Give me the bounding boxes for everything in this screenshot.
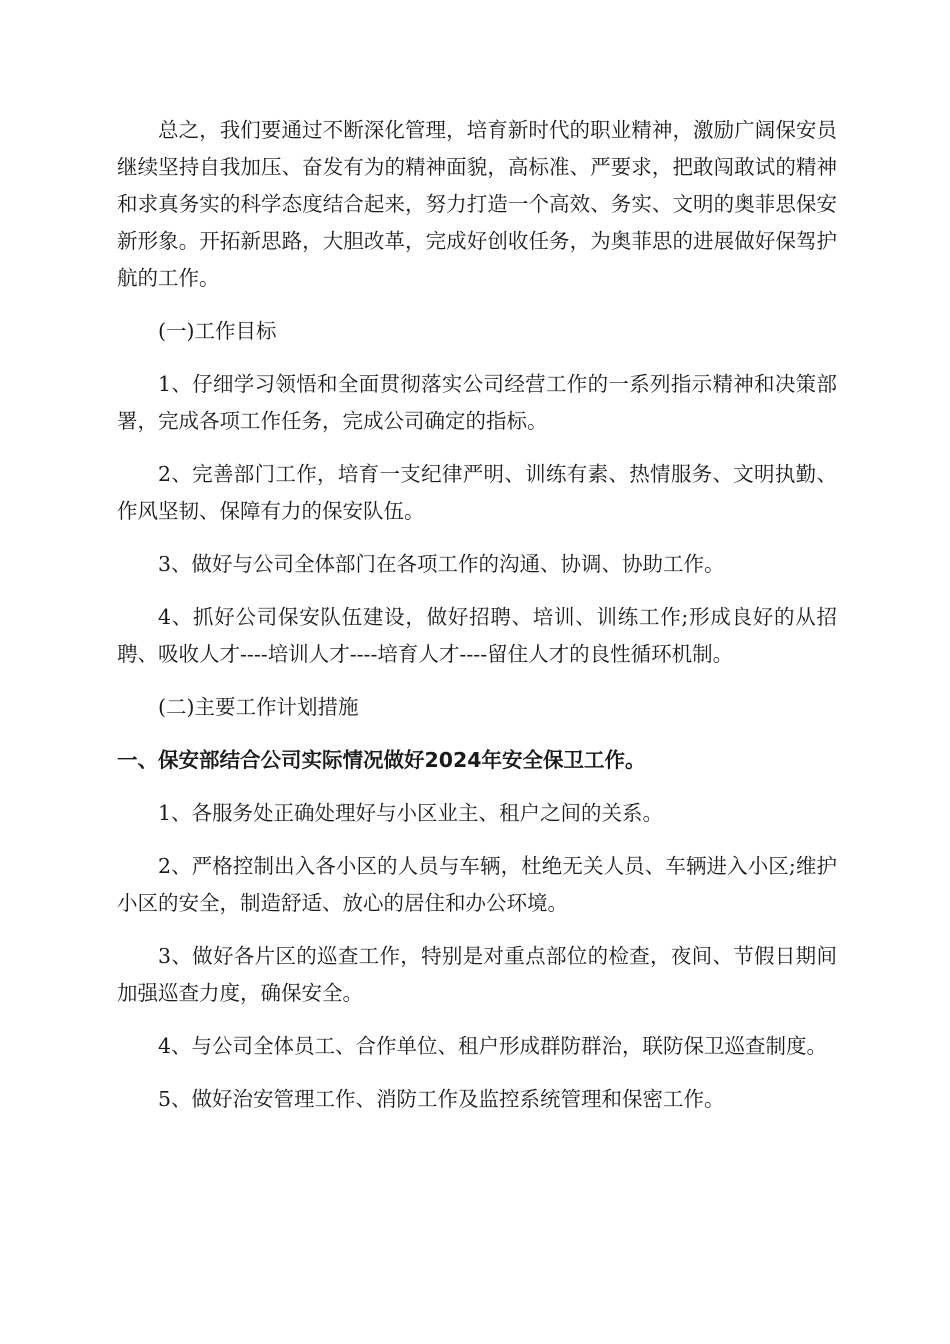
section-heading-work-goals: (一)工作目标 — [158, 319, 277, 343]
paragraph-summary: 总之，我们要通过不断深化管理，培育新时代的职业精神，激励广阔保安员继续坚持自我加压、奋发有为的精神面貌，高标准、严要求，把敢闯敢试的精神和求真务实的科学态度结合起来，努力打造一个高效、务实、文明的奥菲思保安新形象。开拓新思路，大胆改革，完成好创收任务，为奥菲思的进展做好保驾护航的工作。 — [117, 118, 837, 290]
measure-item-1: 1、各服务处正确处理好与小区业主、租户之间的关系。 — [158, 801, 664, 825]
document-body — [117, 112, 837, 1134]
measure-item-5: 5、做好治安管理工作、消防工作及监控系统管理和保密工作。 — [158, 1087, 725, 1111]
measure-item-2: 2、严格控制出入各小区的人员与车辆，杜绝无关人员、车辆进入小区;维护小区的安全，制造舒适、放心的居住和办公环境。 — [117, 854, 837, 915]
measure-item-4: 4、与公司全体员工、合作单位、租户形成群防群治，联防保卫巡查制度。 — [158, 1034, 828, 1058]
bold-heading-security-work: 一、保安部结合公司实际情况做好2024年安全保卫工作。 — [117, 748, 646, 772]
measure-item-3: 3、做好各片区的巡查工作，特别是对重点部位的检查，夜间、节假日期间加强巡查力度，确保安全。 — [117, 944, 837, 1005]
goal-item-2: 2、完善部门工作，培育一支纪律严明、训练有素、热情服务、文明执勤、作风坚韧、保障有力的保安队伍。 — [117, 462, 837, 523]
goal-item-3: 3、做好与公司全体部门在各项工作的沟通、协调、协助工作。 — [158, 552, 725, 576]
goal-item-1: 1、仔细学习领悟和全面贯彻落实公司经营工作的一系列指示精神和决策部署，完成各项工作任务，完成公司确定的指标。 — [117, 372, 837, 433]
goal-item-4: 4、抓好公司保安队伍建设，做好招聘、培训、训练工作;形成良好的从招聘、吸收人才----培训人才----培育人才----留住人才的良性循环机制。 — [117, 605, 837, 666]
section-heading-main-measures: (二)主要工作计划措施 — [158, 695, 359, 719]
